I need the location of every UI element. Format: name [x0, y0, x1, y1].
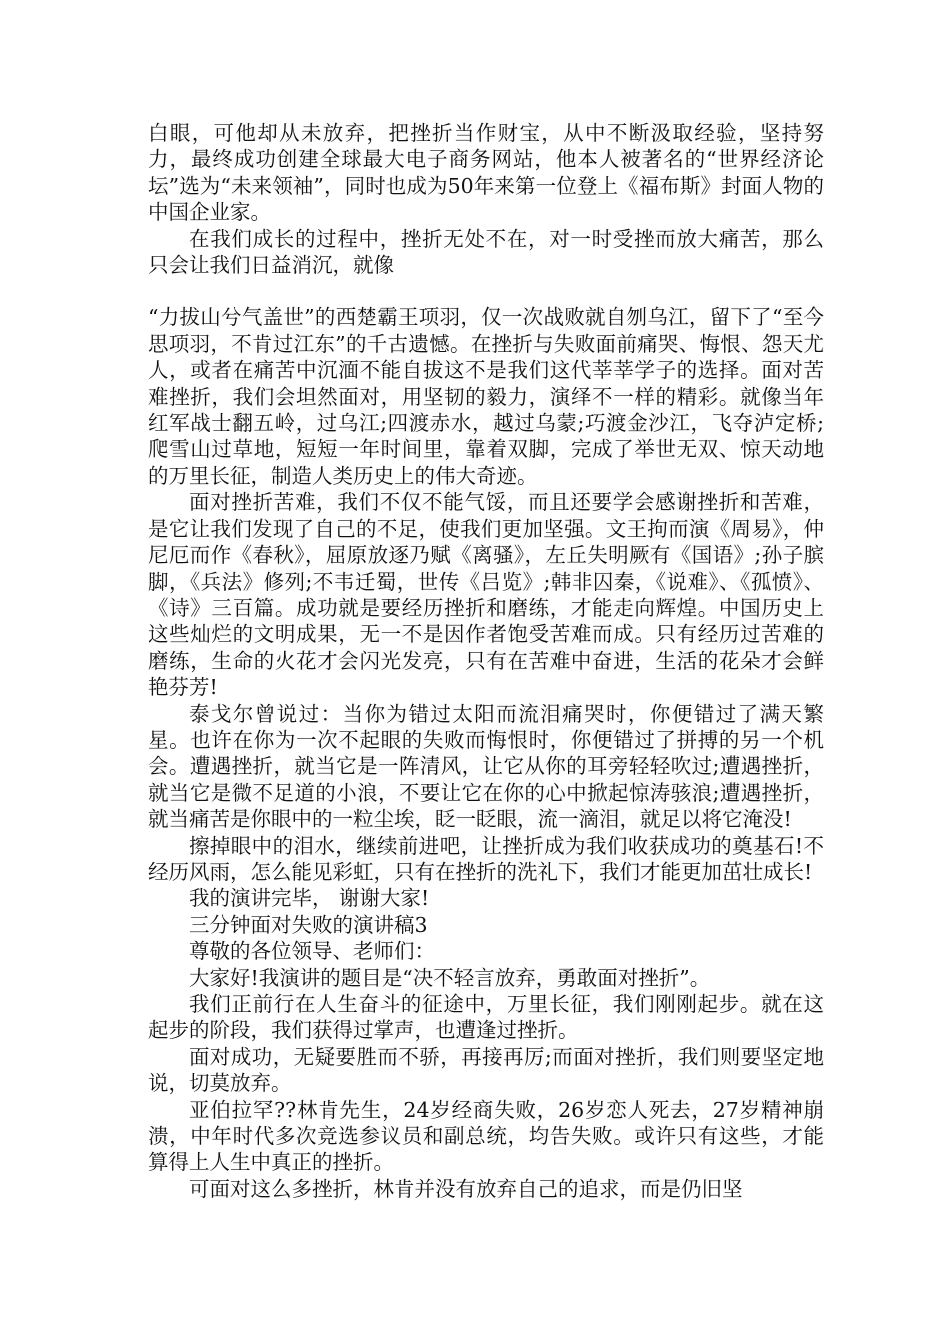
paragraph-3: “力拔山兮气盖世”的西楚霸王项羽，仅一次战败就自刎乌江，留下了“至今思项羽，不肯过江东”的千古遗憾。在挫折与失败面前痛哭、悔恨、怨天尤人，或者在痛苦中沉湎不能自拔这不是我们这代莘莘学子的选择。面对苦难挫折，我们会坦然面对，用坚韧的毅力，演绎不一样的精彩。就像当年红军战士翻五岭，过乌江;四渡赤水，越过乌蒙;巧渡金沙江，飞夺泸定桥;爬雪山过草地，短短一年时间里，靠着双脚，完成了举世无双、惊天动地的万里长征，制造人类历史上的伟大奇迹。: [148, 305, 824, 488]
paragraph-5: 泰戈尔曾说过：当你为错过太阳而流泪痛哭时，你便错过了满天繁星。也许在你为一次不起眼的失败而悔恨时，你便错过了拼搏的另一个机会。遭遇挫折，就当它是一阵清风，让它从你的耳旁轻轻吹过;遭遇挫折，就当它是微不足道的小浪，不要让它在你的心中掀起惊涛骇浪;遭遇挫折，就当痛苦是你眼中的一粒尘埃，眨一眨眼，流一滴泪，就足以将它淹没!: [148, 701, 824, 832]
paragraph-14: 可面对这么多挫折，林肯并没有放弃自己的追求，而是仍旧坚: [189, 1176, 743, 1201]
salutation: 尊敬的各位领导、老师们：: [189, 939, 435, 964]
paragraph-2: 在我们成长的过程中，挫折无处不在，对一时受挫而放大痛苦，那么只会让我们日益消沉，就像: [148, 226, 824, 278]
paragraph-11: 我们正前行在人生奋斗的征途中，万里长征，我们刚刚起步。就在这起步的阶段，我们获得过掌声，也遭逢过挫折。: [148, 992, 824, 1043]
paragraph-4: 面对挫折苦难，我们不仅不能气馁，而且还要学会感谢挫折和苦难，是它让我们发现了自己的不足，使我们更加坚强。文王拘而演《周易》，仲尼厄而作《春秋》，屈原放逐乃赋《离骚》，左丘失明厥有《国语》;孙子膑脚，《兵法》修列;不韦迁蜀，世传《吕览》;韩非囚秦，《说难》、《孤愤》、《诗》三百篇。成功就是要经历挫折和磨练，才能走向辉煌。中国历史上这些灿烂的文明成果，无一不是因作者饱受苦难而成。只有经历过苦难的磨练，生命的火花才会闪光发亮，只有在苦难中奋进，生活的花朵才会鲜艳芬芳!: [148, 490, 824, 700]
paragraph-6: 擦掉眼中的泪水，继续前进吧，让挫折成为我们收获成功的奠基石!不经历风雨，怎么能见彩虹，只有在挫折的洗礼下，我们才能更加茁壮成长!: [148, 833, 824, 884]
closing-line: 我的演讲完毕， 谢谢大家!: [189, 886, 430, 911]
speech-title: 三分钟面对失败的演讲稿3: [189, 912, 428, 937]
paragraph-12: 面对成功，无疑要胜而不骄，再接再厉;而面对挫折，我们则要坚定地说，切莫放弃。: [148, 1044, 824, 1096]
paragraph-greeting: 大家好!我演讲的题目是“决不轻言放弃，勇敢面对挫折”。: [189, 965, 711, 990]
paragraph-13: 亚伯拉罕??林肯先生，24岁经商失败，26岁恋人死去，27岁精神崩溃，中年时代多次竞选参议员和副总统，均告失败。或许只有这些，才能算得上人生中真正的挫折。: [148, 1097, 824, 1175]
paragraph-1: 白眼，可他却从未放弃，把挫折当作财宝，从中不断汲取经验，坚持努力，最终成功创建全球最大电子商务网站，他本人被著名的“世界经济论坛”选为“未来领袖”，同时也成为50年来第一位登上《福布斯》封面人物的中国企业家。: [148, 121, 824, 225]
section-gap: [148, 278, 824, 304]
document-body: [148, 120, 824, 1202]
